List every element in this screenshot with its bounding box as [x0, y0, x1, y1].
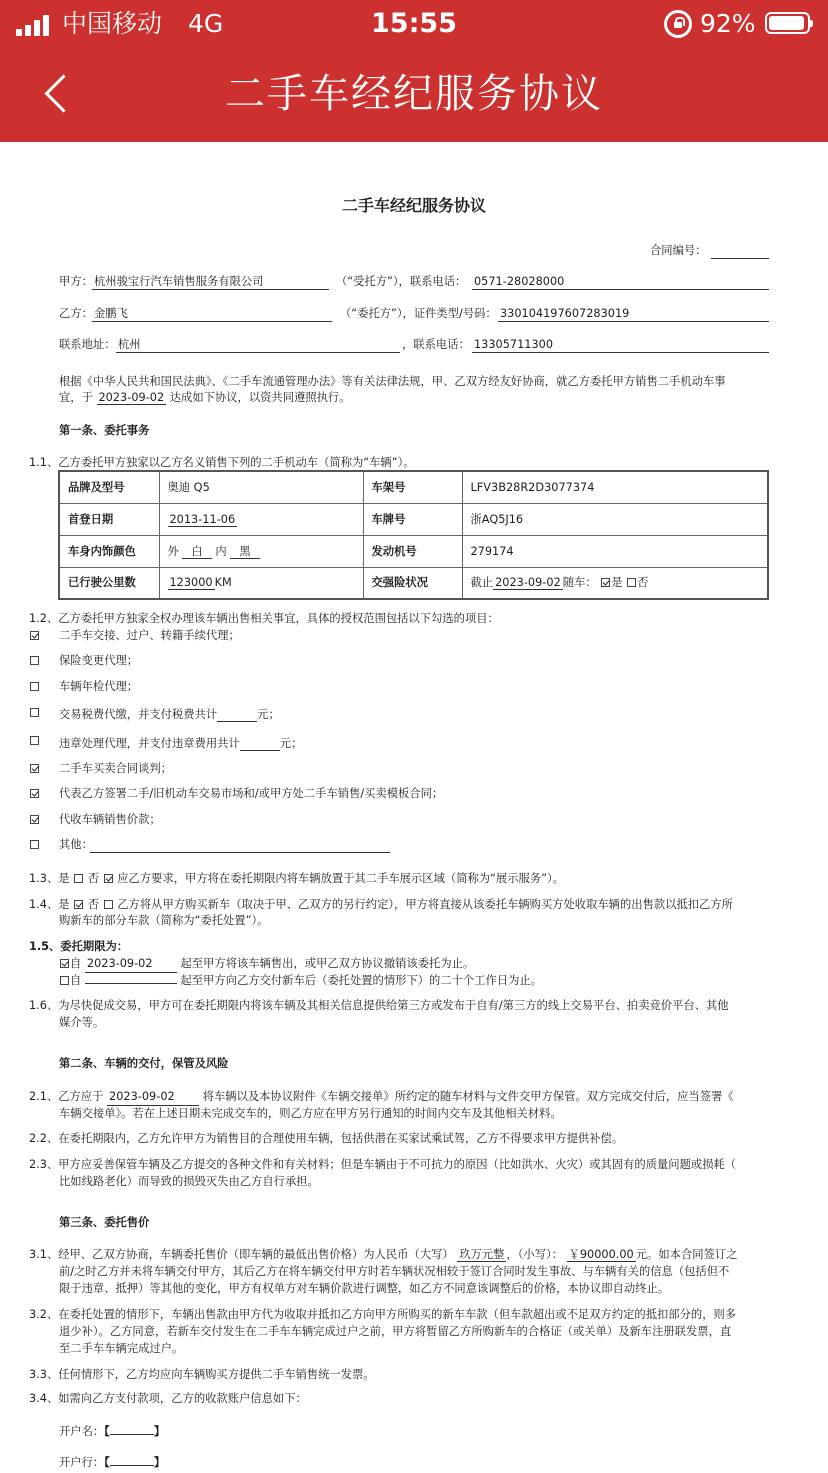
- app-header: [0, 0, 828, 142]
- clause-3-1-cont-2: 限于违章、抵押）等其他的变化，甲方有权单方对车辆价款进行调整，如乙方不同意该调整后的价格，本协议即自动终止。: [59, 1282, 670, 1295]
- reg-date-value: 2013-11-06: [169, 512, 236, 526]
- address-value: 杭州: [116, 336, 400, 353]
- orientation-lock-icon: [664, 10, 692, 38]
- item-checkbox-2[interactable]: [30, 656, 39, 665]
- clock: 15:55: [371, 8, 457, 39]
- term-option-2: 自 起至甲方向乙方交付新车后（委托处置的情形下）的二十个工作日为止。: [59, 972, 542, 989]
- party-b-name: 金鹏飞: [92, 305, 332, 322]
- vehicle-info-table: [58, 470, 769, 600]
- document-title: 二手车经纪服务协议: [341, 196, 486, 215]
- clause-3-2-cont-1: 退少补）。乙方同意，若新车交付发生在二手车车辆完成过户之前，甲方将暂留乙方所购新车的合格证（或关单）及新车注册联发票，直: [59, 1325, 732, 1338]
- clause-1-2: 1.2、乙方委托甲方独家全权办理该车辆出售相关事宜，具体的授权范围包括以下勾选的项目：: [29, 612, 499, 625]
- item-checkbox-6[interactable]: [30, 764, 39, 773]
- network-label: 4G: [188, 9, 224, 38]
- address-label: 联系地址：: [59, 338, 116, 351]
- reg-date-label: 首登日期: [59, 503, 159, 535]
- insurance-label: 交强险状况: [363, 567, 462, 599]
- disposal-yes-checkbox[interactable]: [74, 900, 83, 909]
- brand-label: 品牌及型号: [59, 471, 159, 503]
- term-option-1: 自 2023-09-02 起至甲方将该车辆售出，或甲乙双方协议撤销该委托为止。: [59, 955, 474, 973]
- contract-no-label: 合同编号：: [650, 244, 707, 257]
- account-name-field[interactable]: [110, 1434, 154, 1435]
- clause-3-1-cont-1: 前/之时乙方并未将车辆交付甲方，其后乙方在将车辆交付甲方时若车辆状况相较于签订合同时发生事故、与车辆有关的信息（包括但不: [59, 1265, 730, 1278]
- item-checkbox-3[interactable]: [30, 682, 39, 691]
- party-a-name: 杭州骏宝行汽车销售服务有限公司: [92, 273, 329, 290]
- party-b-label: 乙方：: [59, 307, 93, 320]
- item-label-9: 其他：: [59, 838, 93, 851]
- insurance-no-checkbox[interactable]: [627, 578, 636, 587]
- battery-percent: 92%: [700, 9, 756, 38]
- clause-1-4: 1.4、是 否 乙方将从甲方购买新车（取决于甲、乙双方的另行约定），甲方将直接从该委托车辆购买方处收取车辆的出售款以抵扣乙方所: [29, 898, 733, 911]
- item-label-1: 二手车交接、过户、转籍手续代理；: [59, 629, 240, 642]
- clause-1-4-cont: 购新车的部分车款（简称为“委托处置”）。: [59, 914, 269, 927]
- term-1-date: 2023-09-02: [85, 955, 177, 973]
- color-label: 车身内饰颜色: [59, 535, 159, 567]
- party-b-id: 330104197607283019: [498, 305, 769, 322]
- clause-3-2-cont-2: 至二手车车辆完成过户。: [59, 1342, 184, 1355]
- clause-1-6-cont: 媒介等。: [59, 1016, 105, 1029]
- clause-3-4: 3.4、如需向乙方支付款项，乙方的收款账户信息如下：: [29, 1392, 307, 1405]
- price-uppercase: 玖万元整: [459, 1248, 505, 1261]
- plate-label: 车牌号: [363, 503, 462, 535]
- address-phone-label: ，联系电话：: [402, 338, 470, 351]
- item-label-5: 违章处理代理，并支付违章费用共计 元；: [59, 737, 303, 750]
- page-title: 二手车经纪服务协议: [225, 71, 603, 117]
- insurance-yes-checkbox[interactable]: [601, 578, 610, 587]
- clause-2-1: 2.1、乙方应于 2023-09-02 将车辆以及本协议附件《车辆交接单》所约定的随车材料与文件交甲方保管。双方完成交付后，应当签署《: [29, 1088, 734, 1106]
- clause-2-3: 2.3、甲方应妥善保管车辆及乙方提交的各种文件和有关材料；但是车辆由于不可抗力的原因（比如洪水、火灾）或其固有的质量问题或损耗（: [29, 1158, 737, 1171]
- vin-label: 车架号: [363, 471, 462, 503]
- mileage-value: 123000: [169, 576, 213, 590]
- item-checkbox-7[interactable]: [30, 789, 39, 798]
- term-2-date: [85, 983, 177, 984]
- clause-3-1: 3.1、经甲、乙双方协商，车辆委托售价（即车辆的最低出售价格）为人民币（大写） 玖万元整 ，（小写）： ￥90000.00 元。如本合同签订之: [29, 1248, 738, 1261]
- clause-1-1: 1.1、乙方委托甲方独家以乙方名义销售下列的二手机动车（简称为“车辆”）。: [29, 456, 415, 469]
- party-a-label: 甲方：: [59, 275, 93, 288]
- display-yes-checkbox[interactable]: [74, 874, 83, 883]
- vin-value: LFV3B28R2D3077374: [462, 471, 768, 503]
- clause-1-5: 1.5、委托期限为：: [29, 940, 129, 953]
- item-checkbox-5[interactable]: [30, 736, 39, 745]
- clause-2-2: 2.2、在委托期限内，乙方允许甲方为销售目的合理使用车辆，包括供潜在买家试乘试驾，乙方不得要求甲方提供补偿。: [29, 1132, 624, 1145]
- party-a-role: （“受托方”），联系电话：: [336, 275, 467, 288]
- price-numeric: ￥90000.00: [568, 1248, 634, 1261]
- intro-line-1: 根据《中华人民共和国民法典》、《二手车流通管理办法》等有关法律法规，甲、乙双方经友好协商，就乙方委托甲方销售二手机动车事: [59, 375, 726, 388]
- table-row: 车身内饰颜色 外 白 内 黑 发动机号 279174: [59, 535, 768, 567]
- agreement-document: [0, 142, 828, 1473]
- item-label-7: 代表乙方签署二手/旧机动车交易市场和/或甲方处二手车销售/买卖模板合同；: [59, 787, 444, 800]
- article-1-title: 第一条、委托事务: [59, 424, 150, 437]
- battery-icon: [765, 12, 810, 34]
- clause-2-3-cont: 比如线路老化）而导致的损毁灭失由乙方自行承担。: [59, 1175, 319, 1188]
- other-field[interactable]: [90, 836, 390, 853]
- account-bank-row: 开户行：【 】: [59, 1456, 166, 1469]
- item-checkbox-1[interactable]: [30, 631, 39, 640]
- handover-date: 2023-09-02: [107, 1088, 199, 1106]
- clause-2-1-cont: 车辆交接单》。若在上述日期未完成交车的，则乙方应在甲方另行通知的时间内交车及其他相关材料。: [59, 1107, 562, 1120]
- term-2-checkbox[interactable]: [60, 976, 69, 985]
- intro-line-2: 宜，于 2023-09-02 达成如下协议，以资共同遵照执行。: [59, 391, 351, 404]
- brand-value: 奥迪 Q5: [159, 471, 363, 503]
- clause-3-3: 3.3、任何情形下，乙方均应向车辆购买方提供二手车销售统一发票。: [29, 1368, 375, 1381]
- intro-date: 2023-09-02: [98, 391, 165, 404]
- table-row: [59, 471, 768, 503]
- engine-value: 279174: [462, 535, 768, 567]
- item-checkbox-4[interactable]: [30, 708, 39, 717]
- item-checkbox-8[interactable]: [30, 815, 39, 824]
- clause-1-6: 1.6、为尽快促成交易，甲方可在委托期限内将该车辆及其相关信息提供给第三方或发布于自有/第三方的线上交易平台、拍卖竞价平台、其他: [29, 999, 729, 1012]
- disposal-no-checkbox[interactable]: [104, 900, 113, 909]
- display-no-checkbox[interactable]: [104, 874, 113, 883]
- color-exterior: 白: [182, 545, 211, 559]
- contract-no-field[interactable]: [711, 242, 769, 259]
- item-label-2: 保险变更代理；: [59, 654, 139, 667]
- item-label-6: 二手车买卖合同谈判；: [59, 762, 172, 775]
- mileage-label: 已行驶公里数: [59, 567, 159, 599]
- item-label-4: 交易税费代缴，并支付税费共计 元；: [59, 708, 280, 721]
- table-row: [59, 503, 768, 535]
- party-a-phone: 0571-28028000: [472, 273, 769, 290]
- item-label-8: 代收车辆销售价款；: [59, 813, 161, 826]
- account-bank-field[interactable]: [110, 1465, 154, 1466]
- table-row: 已行驶公里数 123000 KM 交强险状况 截止 2023-09-02 随车： 是 否: [59, 567, 768, 599]
- color-interior: 黑: [230, 545, 259, 559]
- clause-1-3: 1.3、是 否 应乙方要求，甲方将在委托期限内将车辆放置于其二手车展示区域（简称为“展示服务”）。: [29, 872, 564, 885]
- insurance-date: 2023-09-02: [495, 576, 561, 590]
- term-1-checkbox[interactable]: [60, 959, 69, 968]
- account-name-row: 开户名：【 】: [59, 1425, 166, 1438]
- article-3-title: 第三条、委托售价: [59, 1216, 150, 1229]
- address-phone: 13305711300: [472, 336, 769, 353]
- carrier-label: 中国移动: [62, 9, 163, 38]
- item-checkbox-9[interactable]: [30, 840, 39, 849]
- article-2-title: 第二条、车辆的交付，保管及风险: [59, 1057, 229, 1070]
- plate-value: 浙AQ5J16: [462, 503, 768, 535]
- clause-3-2: 3.2、在委托处置的情形下，车辆出售款由甲方代为收取并抵扣乙方向甲方所购买的新车车款（但车款超出或不足双方约定的抵扣部分的，则多: [29, 1308, 737, 1321]
- party-b-role: （“委托方”），证件类型/号码：: [340, 307, 497, 320]
- item-label-3: 车辆年检代理；: [59, 680, 139, 693]
- engine-label: 发动机号: [363, 535, 462, 567]
